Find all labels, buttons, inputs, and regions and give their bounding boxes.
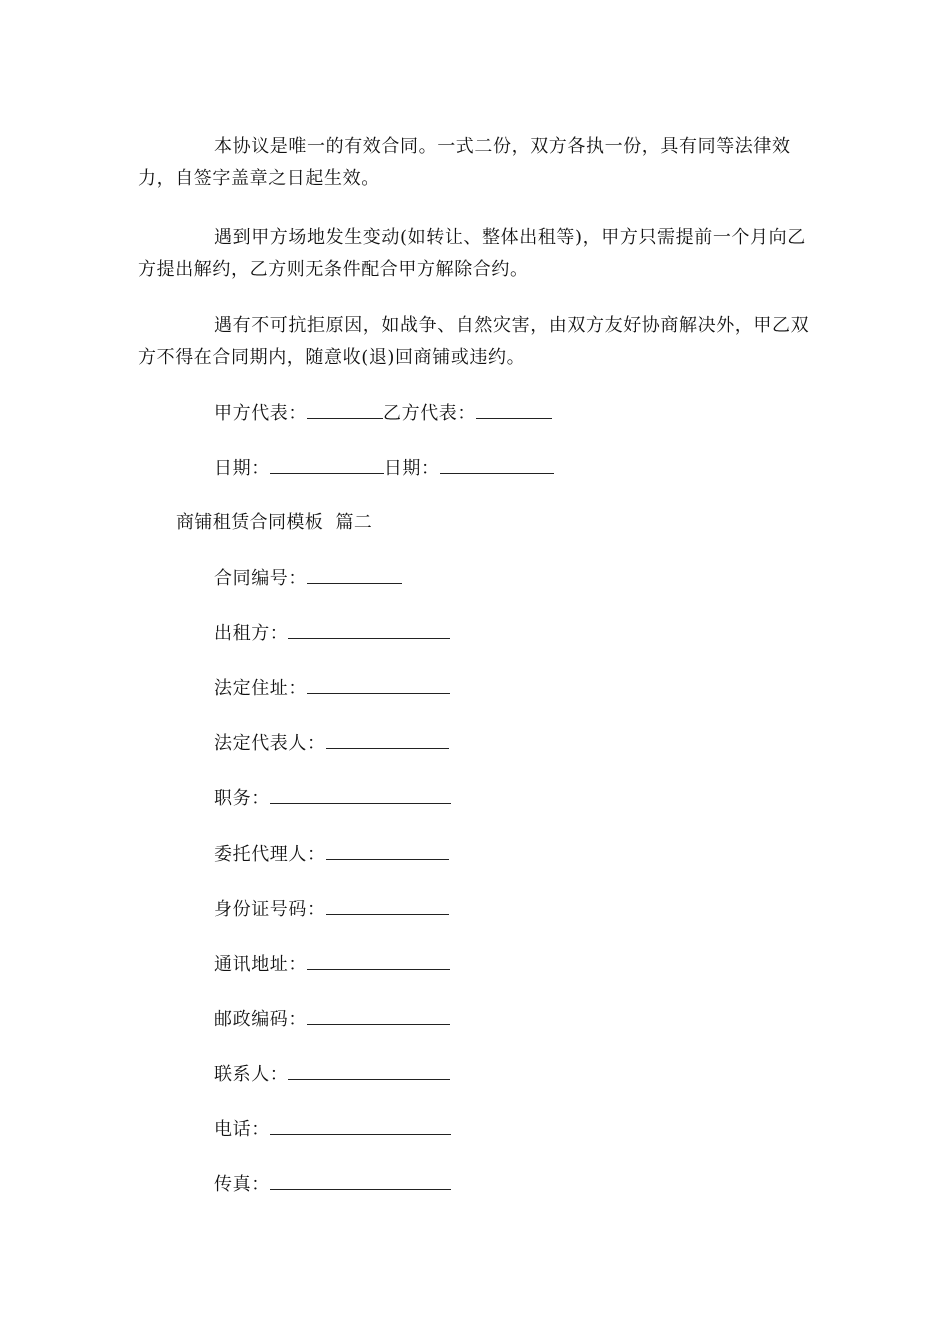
field-blank [270, 787, 451, 804]
field-label: 通讯地址： [214, 954, 307, 975]
date-a-blank [270, 457, 384, 474]
field-blank [270, 1173, 451, 1190]
paragraph-validity: 本协议是唯一的有效合同。一式二份，双方各执一份，具有同等法律效力，自签字盖章之日起生效。 [138, 136, 791, 189]
field-blank [270, 1118, 451, 1135]
signature-representatives-row [214, 402, 552, 426]
field-row [214, 953, 450, 977]
party-b-rep-blank [476, 402, 552, 419]
date-b-label: 日期： [383, 458, 440, 479]
field-row [214, 898, 449, 922]
signature-dates-row [214, 457, 554, 481]
field-label: 法定代表人： [214, 733, 326, 754]
field-row [214, 732, 449, 756]
field-blank [288, 1063, 450, 1080]
field-label: 职务： [214, 788, 270, 809]
field-row [214, 1008, 450, 1032]
party-a-rep-label: 甲方代表： [214, 403, 307, 424]
field-blank [307, 677, 450, 694]
field-label: 联系人： [214, 1064, 289, 1085]
field-blank [326, 843, 449, 860]
field-row [214, 787, 451, 811]
field-label: 邮政编码： [214, 1009, 307, 1030]
field-row [214, 1173, 451, 1197]
party-a-rep-blank [307, 402, 383, 419]
field-row [214, 567, 402, 591]
field-label: 合同编号： [214, 568, 307, 589]
field-row [214, 1063, 450, 1087]
field-label: 委托代理人： [214, 844, 326, 865]
field-blank [307, 953, 450, 970]
field-label: 传真： [214, 1174, 270, 1195]
field-row [214, 843, 449, 867]
field-row [214, 1118, 451, 1142]
field-blank [288, 622, 450, 639]
date-b-blank [440, 457, 554, 474]
field-label: 身份证号码： [214, 899, 326, 920]
field-blank [307, 1008, 450, 1025]
field-row [214, 677, 450, 701]
section-title: 商铺租赁合同模板 篇二 [176, 512, 373, 533]
party-b-rep-label: 乙方代表： [383, 403, 476, 424]
date-a-label: 日期： [214, 458, 270, 479]
paragraph-site-change: 遇到甲方场地发生变动(如转让、整体出租等)，甲方只需提前一个月向乙方提出解约，乙方则无条件配合甲方解除合约。 [138, 227, 806, 280]
paragraph-force-majeure: 遇有不可抗拒原因，如战争、自然灾害，由双方友好协商解决外，甲乙双方不得在合同期内，随意收(退)回商铺或违约。 [138, 315, 810, 368]
field-label: 出租方： [214, 623, 289, 644]
field-blank [307, 567, 402, 584]
field-blank [326, 732, 449, 749]
field-label: 电话： [214, 1119, 270, 1140]
field-row [214, 622, 450, 646]
field-blank [326, 898, 449, 915]
field-label: 法定住址： [214, 678, 307, 699]
